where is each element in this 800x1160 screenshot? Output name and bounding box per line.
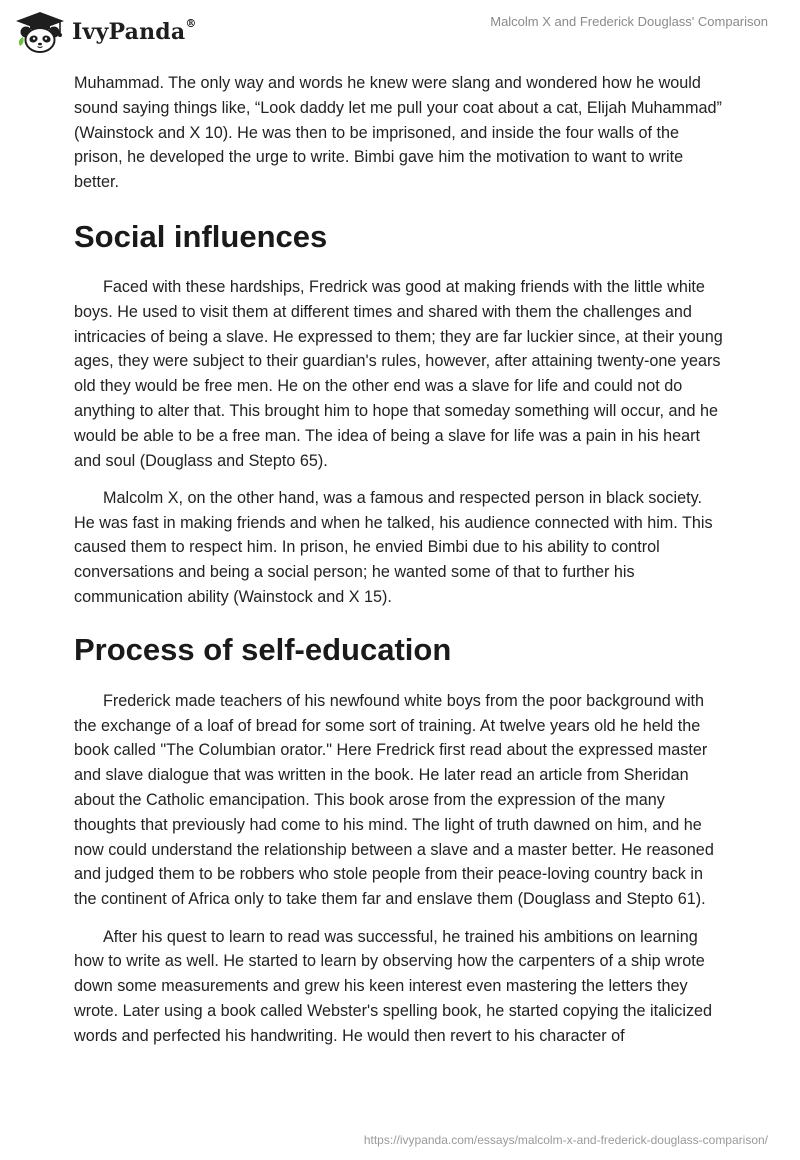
panda-graduate-icon: [14, 10, 66, 54]
source-url[interactable]: https://ivypanda.com/essays/malcolm-x-and-frederick-douglass-comparison/: [363, 1133, 768, 1147]
paragraph: Frederick made teachers of his newfound white boys from the poor background with the exchange of a loaf of bread for some sort of training. At twelve years old he held the book called "The Columbian orator." Here Fredrick first read about the expressed master and slave dialogue that was written in the book. He later read an article from Sheridan about the Catholic emancipation. This book arose from the expression of the many thoughts that previously had come to his mind. The light of truth dawned on him, and he now could understand the relationship between a slave and a master better. He reasoned and judged them to be robbers who stole people from their peace-loving country back in the continent of Africa only to take them far and enslave them (Douglass and Stepto 61).: [74, 691, 714, 909]
document-title: Malcolm X and Frederick Douglass' Comparison: [490, 14, 768, 29]
section-heading-process-of-self-education: Process of self-education: [74, 631, 452, 667]
paragraph: After his quest to learn to read was successful, he trained his ambitions on learning how to write as well. He started to learn by observing how the carpenters of a ship wrote down some measurements and grew his keen interest even mastering the letters they wrote. Later using a book called Webster's spelling book, he started copying the italicized words and perfected his handwriting. He would then revert to his character of: [74, 927, 713, 1045]
paragraph: Malcolm X, on the other hand, was a famous and respected person in black society. He was fast in making friends and when he talked, his audience connected with him. This caused them to respect him. In prison, he envied Bimbi due to his ability to control conversations and being a social person; he wanted some of that to further his communication ability (Wainstock and X 15).: [74, 488, 713, 607]
page-header: [0, 0, 800, 64]
logo-text: IvyPanda®: [72, 17, 197, 45]
ivypanda-logo[interactable]: [14, 10, 197, 54]
section-heading-social-influences: Social influences: [74, 218, 328, 254]
paragraph: Faced with these hardships, Fredrick was good at making friends with the little white boys. He used to visit them at different times and shared with them the challenges and intricacies of being a slave. He expressed to them; they are far luckier since, at their young ages, they were subject to their guardian's rules, however, after attaining twenty-one years old they would be free men. He on the other end was a slave for life and could not do anything to alter that. This brought him to hope that someday something will occur, and he would be able to be a free man. The idea of being a slave for life was a pain in his heart and soul (Douglass and Stepto 65).: [74, 277, 723, 470]
essay-content: [74, 71, 726, 1049]
intro-paragraph: Muhammad. The only way and words he knew were slang and wondered how he would sound saying things like, “Look daddy let me pull your coat about a cat, Elijah Muhammad” (Wainstock and X 10). He was then to be imprisoned, and inside the four walls of the prison, he developed the urge to write. Bimbi gave him the motivation to want to write better.: [74, 74, 722, 192]
